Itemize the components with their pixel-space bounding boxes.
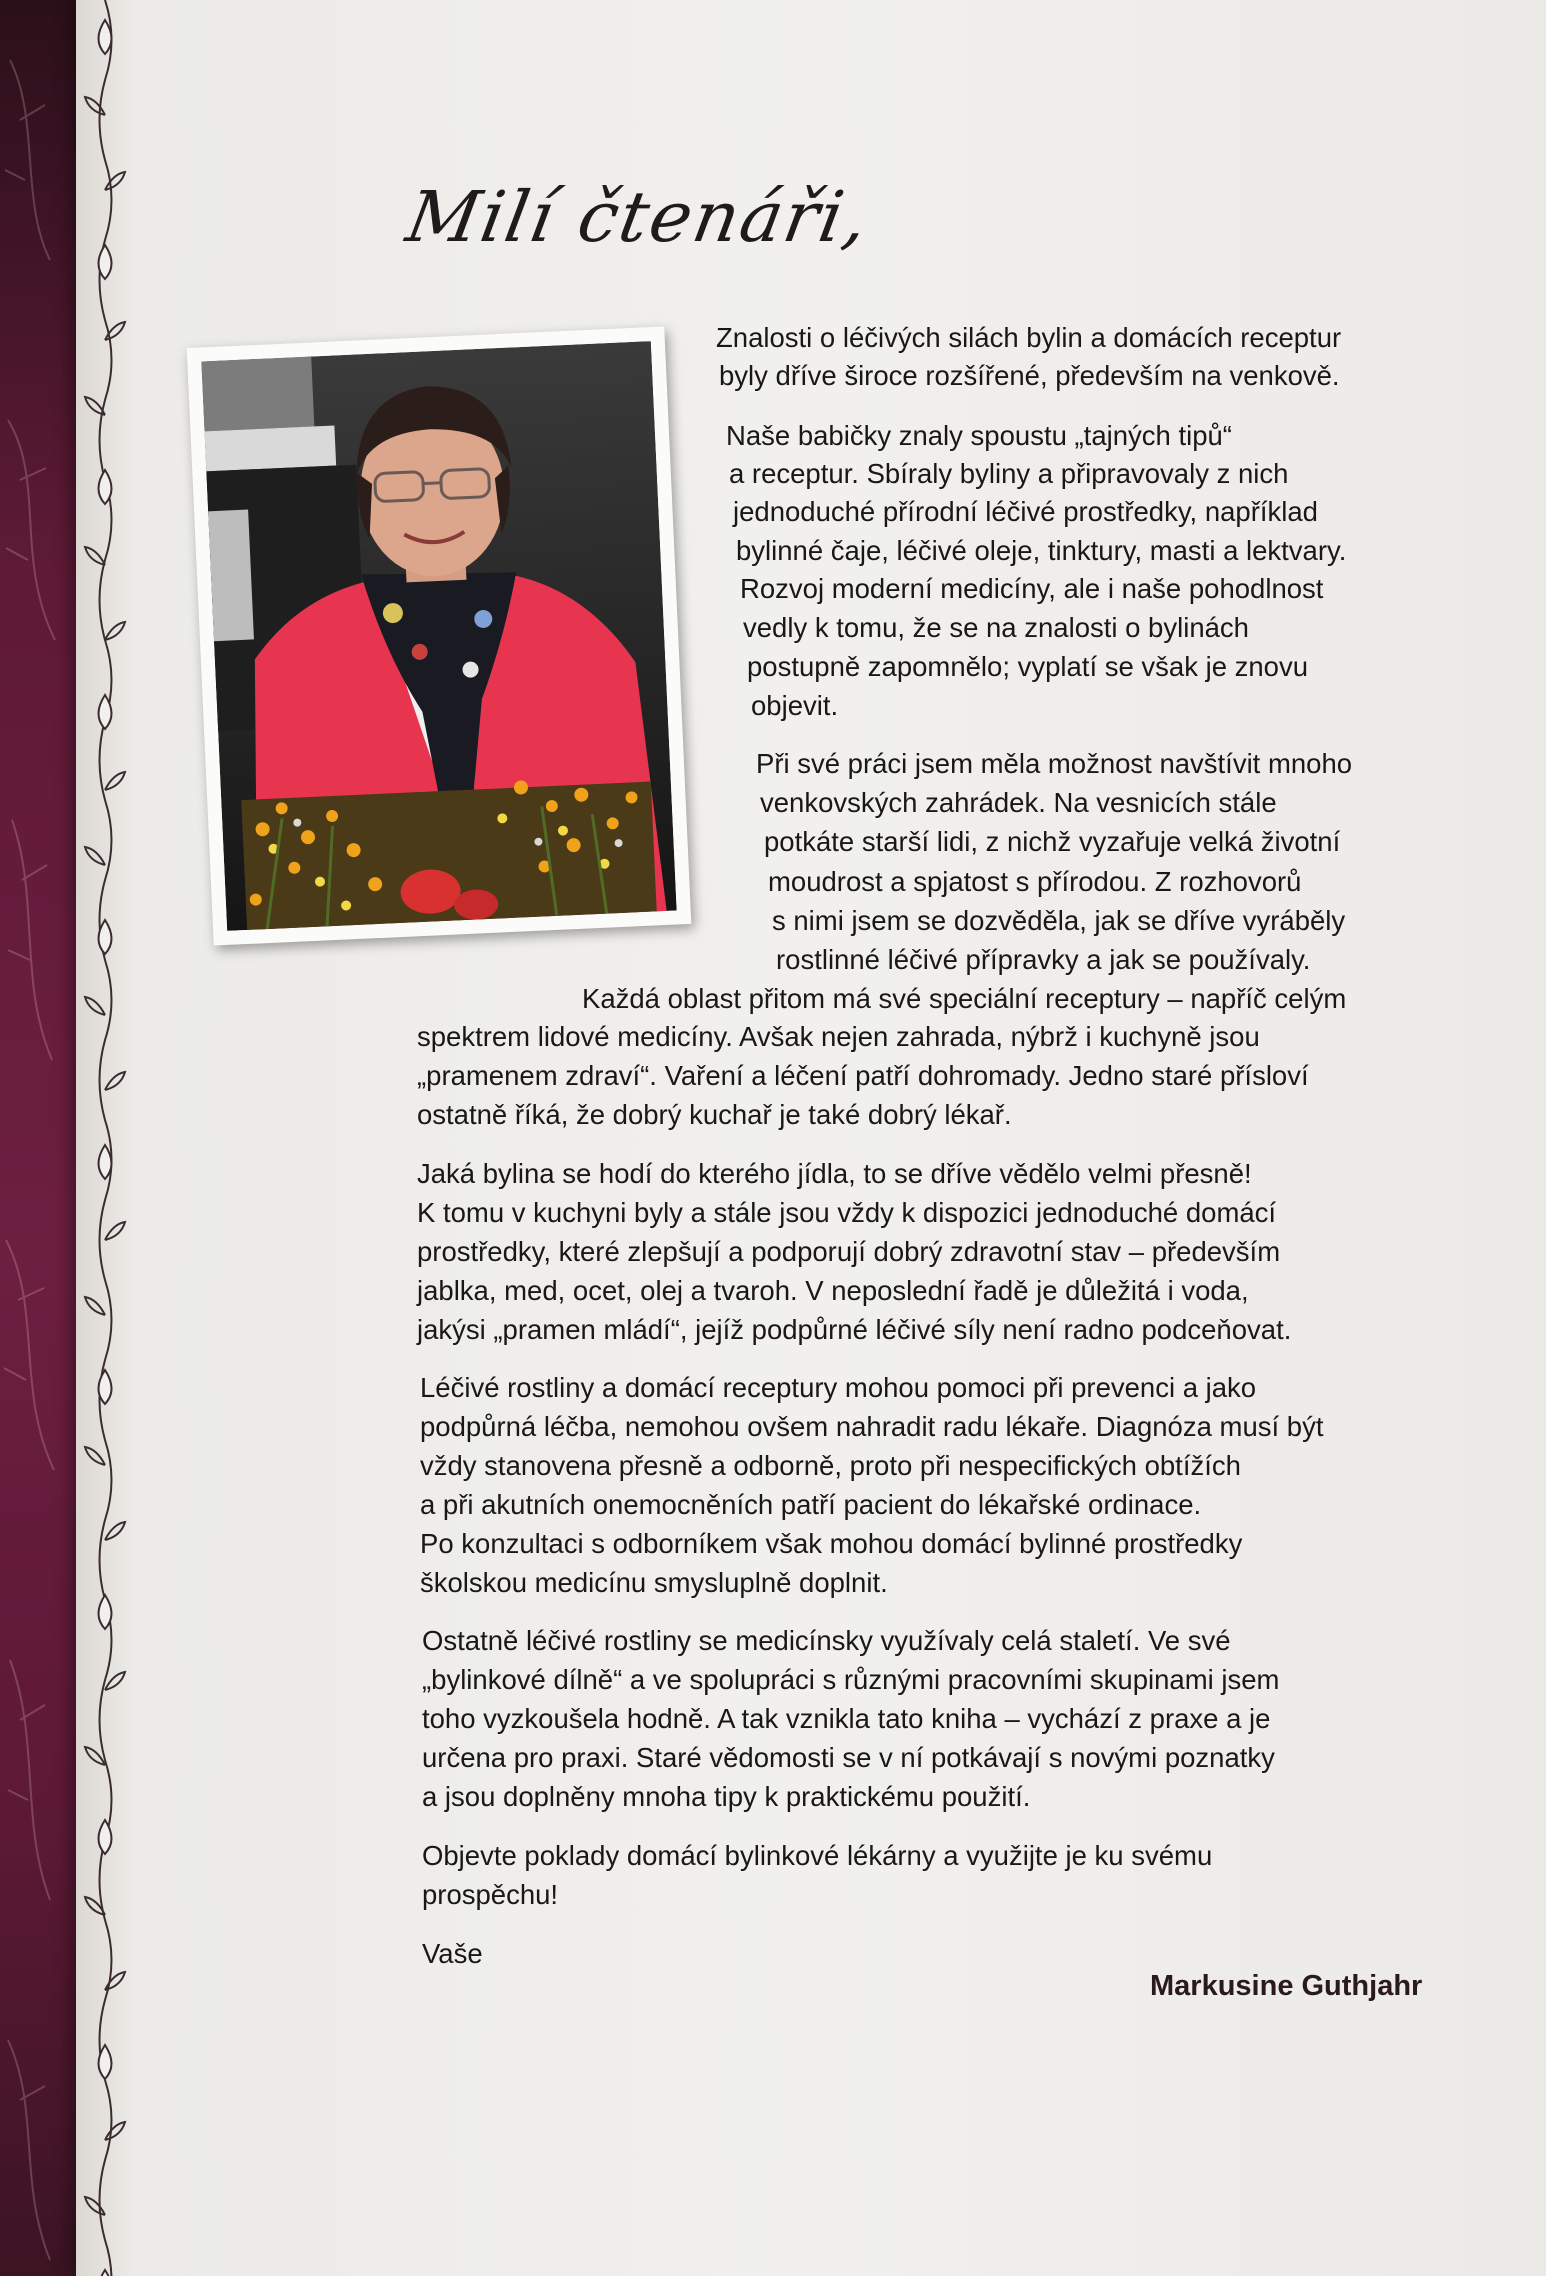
paragraph-line: školskou medicínu smysluplně doplnit. bbox=[420, 1567, 888, 1598]
paragraph-line: vedly k tomu, že se na znalosti o bylinách bbox=[743, 612, 1249, 643]
paragraph-line: Vaše bbox=[422, 1938, 483, 1969]
paragraph-line: spektrem lidové medicíny. Avšak nejen zahrada, nýbrž i kuchyně jsou bbox=[417, 1021, 1260, 1052]
paragraph-line: Každá oblast přitom má své speciální receptury – napříč celým bbox=[582, 983, 1347, 1014]
paragraph-line: objevit. bbox=[751, 690, 839, 721]
paragraph-line: byly dříve široce rozšířené, především na venkově. bbox=[719, 360, 1340, 391]
paragraph-line: Při své práci jsem měla možnost navštívit mnoho bbox=[756, 748, 1353, 779]
paragraph-line: potkáte starší lidi, z nichž vyzařuje velká životní bbox=[764, 826, 1341, 857]
greeting-heading: Milí čtenáři, bbox=[400, 176, 876, 258]
paragraph-line: Jaká bylina se hodí do kterého jídla, to se dříve vědělo velmi přesně! bbox=[417, 1158, 1252, 1189]
paragraph-line: a receptur. Sbíraly byliny a připravovaly z nich bbox=[729, 458, 1289, 489]
paragraph-line: Po konzultaci s odborníkem však mohou domácí bylinné prostředky bbox=[420, 1528, 1243, 1559]
paragraph-line: Naše babičky znaly spoustu „tajných tipů“ bbox=[726, 420, 1232, 451]
paragraph-line: s nimi jsem se dozvěděla, jak se dříve vyráběly bbox=[772, 905, 1346, 936]
paragraph-line: bylinné čaje, léčivé oleje, tinktury, masti a lektvary. bbox=[736, 535, 1347, 566]
paragraph-line: jakýsi „pramen mládí“, jejíž podpůrné léčivé síly není radno podceňovat. bbox=[417, 1314, 1292, 1345]
paragraph-line: určena pro praxi. Staré vědomosti se v ní potkávají s novými poznatky bbox=[422, 1742, 1275, 1773]
paragraph-line: Rozvoj moderní medicíny, ale i naše pohodlnost bbox=[740, 573, 1324, 604]
paragraph-line: a při akutních onemocněních patří pacient do lékařské ordinace. bbox=[420, 1489, 1202, 1520]
paragraph-line: a jsou doplněny mnoha tipy k praktickému použití. bbox=[422, 1781, 1031, 1812]
paragraph-line: Ostatně léčivé rostliny se medicínsky využívaly celá staletí. Ve své bbox=[422, 1625, 1231, 1656]
paragraph-line: toho vyzkoušela hodně. A tak vznikla tato kniha – vychází z praxe a je bbox=[422, 1703, 1271, 1734]
paragraph-line: jablka, med, ocet, olej a tvaroh. V neposlední řadě je důležitá i voda, bbox=[417, 1275, 1249, 1306]
paragraph-line: Znalosti o léčivých silách bylin a domácích receptur bbox=[716, 322, 1342, 353]
paragraph-line: „bylinkové dílně“ a ve spolupráci s různými pracovními skupinami jsem bbox=[422, 1664, 1280, 1695]
paragraph-line: moudrost a spjatost s přírodou. Z rozhovorů bbox=[768, 866, 1302, 897]
paragraph-line: K tomu v kuchyni byly a stále jsou vždy k dispozici jednoduché domácí bbox=[417, 1197, 1277, 1228]
author-signature: Markusine Guthjahr bbox=[1150, 1970, 1423, 2002]
paragraph-line: vždy stanovena přesně a odborně, proto při nespecifických obtížích bbox=[420, 1450, 1241, 1481]
paragraph-line: venkovských zahrádek. Na vesnicích stále bbox=[760, 787, 1277, 818]
paragraph-line: „pramenem zdraví“. Vaření a léčení patří dohromady. Jedno staré přísloví bbox=[417, 1060, 1309, 1091]
paragraph-line: postupně zapomnělo; vyplatí se však je znovu bbox=[747, 651, 1309, 682]
paragraph-line: rostlinné léčivé přípravky a jak se používaly. bbox=[776, 944, 1311, 975]
paragraph-line: ostatně říká, že dobrý kuchař je také dobrý lékař. bbox=[417, 1099, 1012, 1130]
paragraph-line: podpůrná léčba, nemohou ovšem nahradit radu lékaře. Diagnóza musí být bbox=[420, 1411, 1324, 1442]
paragraph-line: Objevte poklady domácí bylinkové lékárny a využijte je ku svému bbox=[422, 1840, 1213, 1871]
paragraph-line: Léčivé rostliny a domácí receptury mohou pomoci při prevenci a jako bbox=[420, 1372, 1257, 1403]
paragraph-line: prostředky, které zlepšují a podporují dobrý zdravotní stav – především bbox=[417, 1236, 1281, 1267]
paragraph-line: jednoduché přírodní léčivé prostředky, například bbox=[733, 496, 1318, 527]
paragraph-line: prospěchu! bbox=[422, 1879, 559, 1910]
